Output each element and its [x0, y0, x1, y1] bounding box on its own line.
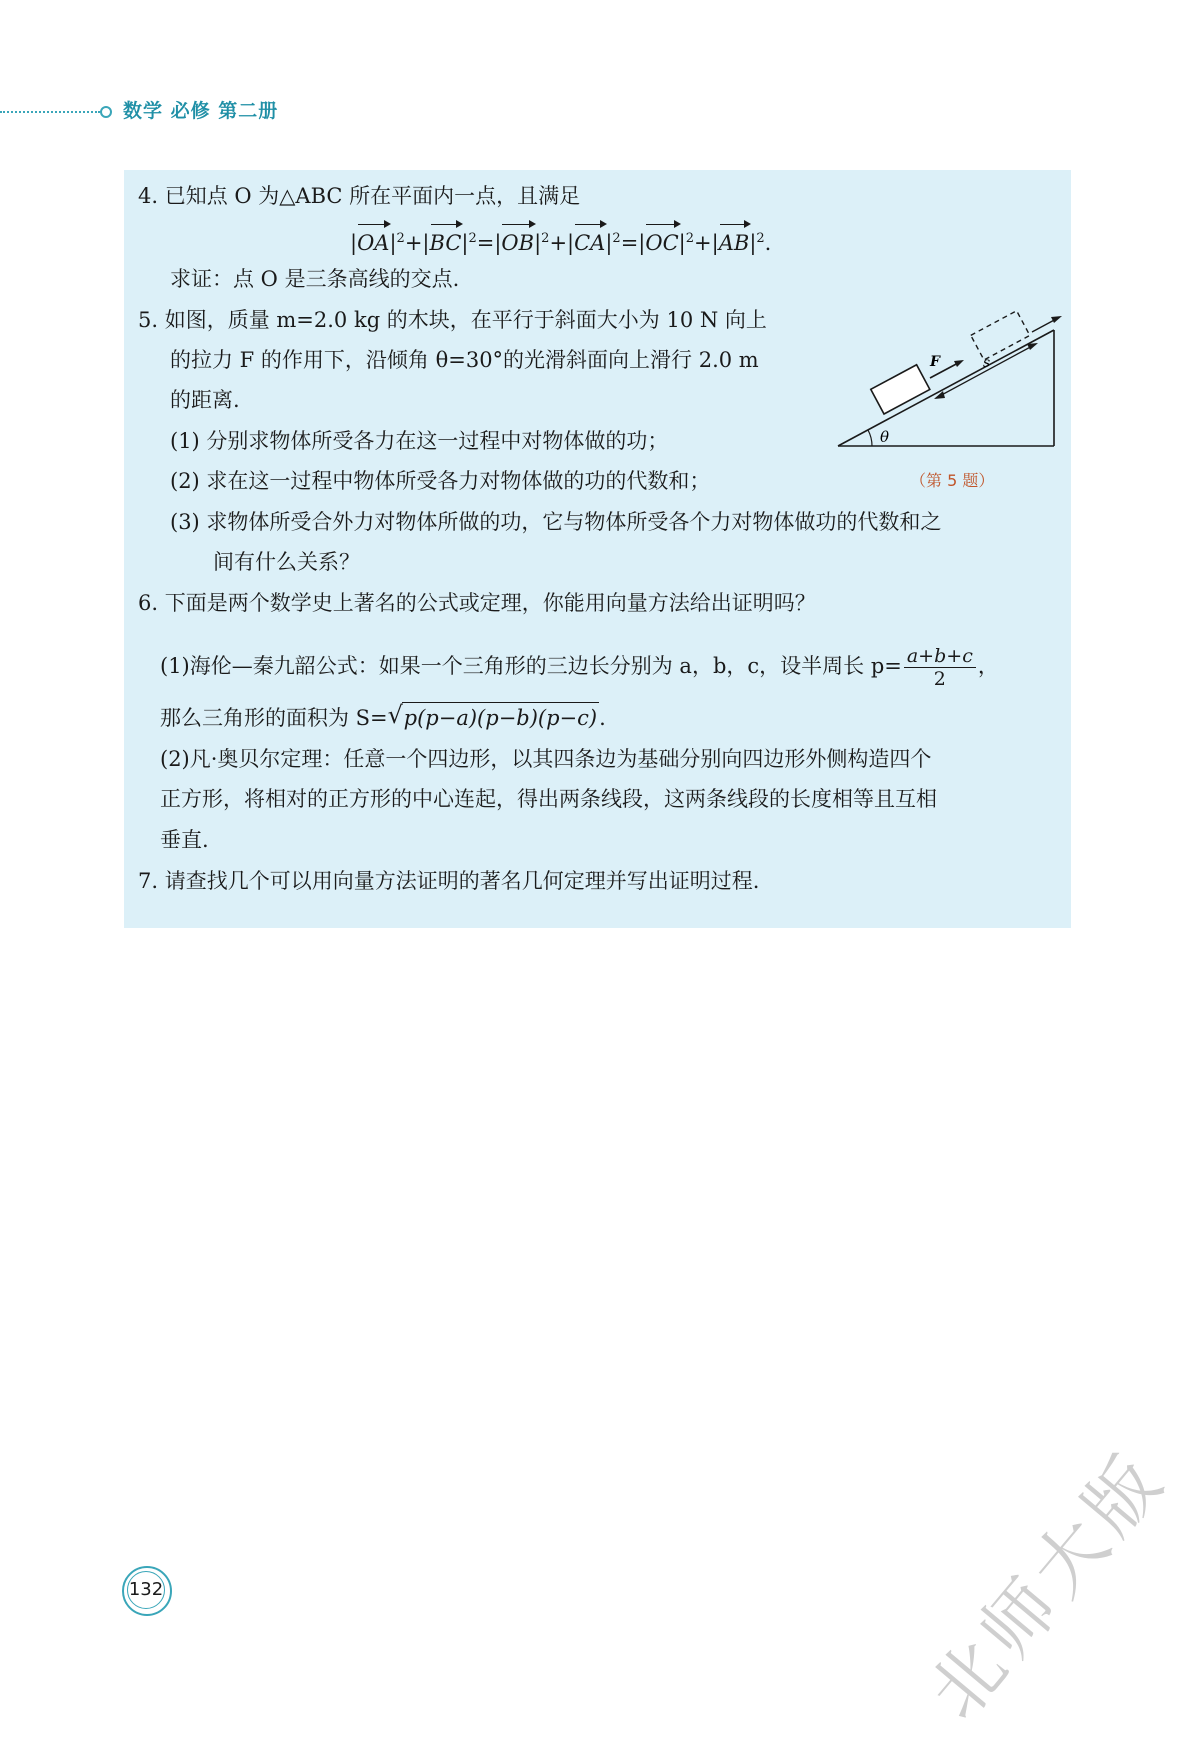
problem-4-statement: 4. 已知点 O 为△ABC 所在平面内一点，且满足 [138, 184, 581, 208]
heron-area-text: 那么三角形的面积为 S= [160, 706, 388, 730]
problem-4-prove: 求证：点 O 是三条高线的交点. [170, 267, 460, 291]
fraction-numerator: a+b+c [904, 645, 976, 668]
vector-ob: OB [501, 222, 534, 258]
force-arrowhead [954, 360, 964, 367]
book-title: 数学 必修 第二册 [123, 100, 279, 122]
figure-caption: （第 5 题） [910, 471, 995, 490]
semi-perimeter-fraction [904, 645, 976, 690]
problem-5-sub-3a: (3) 求物体所受合外力对物体所做的功，它与物体所受各个力对物体做功的代数和之 [170, 510, 942, 534]
vector-oc: OC [645, 222, 678, 258]
vector-ca: CA [574, 222, 605, 258]
sqrt-radicand: p(p−a)(p−b)(p−c) [402, 702, 599, 733]
problem-5-line-3: 的距离. [170, 388, 240, 412]
displacement-line [936, 344, 1036, 398]
problem-5-line-1: 5. 如图，质量 m=2.0 kg 的木块，在平行于斜面大小为 10 N 向上 [138, 308, 767, 332]
problem-6-vanaubel-line-2: 正方形，将相对的正方形的中心连起，得出两条线段，这两条线段的长度相等且互相 [160, 787, 937, 811]
problem-6-vanaubel-line-1: (2)凡·奥贝尔定理：任意一个四边形，以其四条边为基础分别向四边形外侧构造四个 [160, 747, 932, 771]
block-solid [871, 365, 930, 414]
vector-oa: OA [357, 222, 389, 258]
publisher-watermark: 北师大版 [912, 1435, 1183, 1735]
problem-6-heron-line-2: 那么三角形的面积为 S= √ p(p−a)(p−b)(p−c). [160, 702, 606, 733]
fraction-denominator: 2 [933, 668, 946, 690]
angle-arc [868, 430, 872, 446]
vector-bc: BC [430, 222, 462, 258]
vector-ab: AB [719, 222, 750, 258]
displacement-label: s [983, 355, 991, 371]
displacement-arrowhead-right [1027, 343, 1038, 350]
problem-5-sub-1: (1) 分别求物体所受各力在这一过程中对物体做的功； [170, 429, 669, 453]
page-number: 132 [127, 1571, 165, 1609]
header-circle-icon [100, 106, 112, 118]
problem-5-line-2: 的拉力 F 的作用下，沿倾角 θ=30°的光滑斜面向上滑行 2.0 m [170, 348, 759, 372]
incline-slope [838, 330, 1054, 446]
problem-5-sub-3b: 间有什么关系？ [213, 550, 360, 574]
incline-figure [836, 302, 1070, 452]
header-dotted-rule [0, 111, 100, 113]
area-sqrt: √ p(p−a)(p−b)(p−c) [388, 702, 599, 733]
page-header [0, 96, 420, 126]
force-label: F [930, 354, 940, 370]
problem-4-equation: $|OA|^2+|BC|^2=|OB|^2+|CA|^2=|OC|^2+|AB|^2$. [350, 222, 771, 258]
page-number-badge [122, 1566, 172, 1616]
problem-6-vanaubel-line-3: 垂直. [160, 828, 209, 852]
problem-5-sub-2: (2) 求在这一过程中物体所受各力对物体做的功的代数和； [170, 469, 711, 493]
top-arrowhead [1051, 316, 1062, 323]
problem-6-statement: 6. 下面是两个数学史上著名的公式或定理，你能用向量方法给出证明吗？ [138, 591, 816, 615]
heron-text: (1)海伦—秦九韶公式：如果一个三角形的三边长分别为 a，b，c，设半周长 p= [160, 654, 902, 678]
problem-6-heron-line-1: (1)海伦—秦九韶公式：如果一个三角形的三边长分别为 a，b，c，设半周长 p= $\frac{a+b+c}{2}$ ， [160, 645, 999, 690]
problem-7-statement: 7. 请查找几个可以用向量方法证明的著名几何定理并写出证明过程. [138, 869, 760, 893]
angle-theta-label: θ [880, 428, 890, 446]
